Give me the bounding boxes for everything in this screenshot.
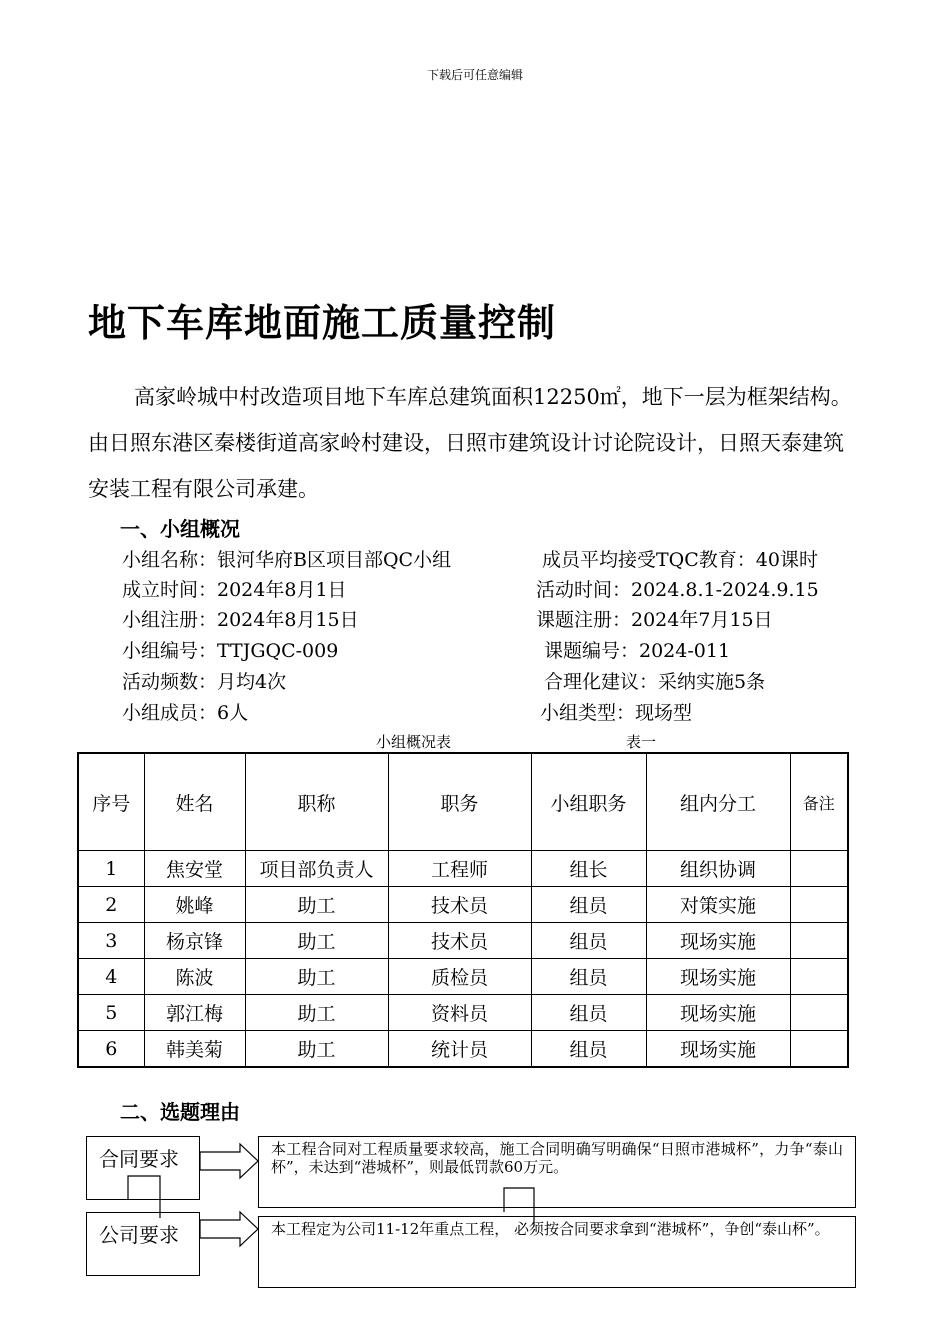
arrow-right-icon [200,1212,258,1246]
reason-text-contract: 本工程合同对工程质量要求较高，施工合同明确写明确保“日照市港城杯”，力争“泰山杯”，未达到“港城杯”，则最低罚款60万元。 [258,1136,856,1208]
table-cell: 组员 [531,959,646,995]
header-cell: 职称 [245,753,388,851]
table-cell: 质检员 [388,959,531,995]
connector-arrows [80,1130,640,1260]
arrow-right-icon [200,1144,258,1178]
table-cell: 姚峰 [144,887,245,923]
table-cell: 4 [78,959,144,995]
table-cell: 6 [78,1031,144,1068]
table-cell [790,959,848,995]
table-cell: 焦安堂 [144,851,245,887]
connector-line [504,1188,534,1226]
info-type: 小组类型：现场型 [540,702,693,724]
header-cell: 序号 [78,753,144,851]
table-cell [790,887,848,923]
info-education: 成员平均接受TQC教育：40课时 [542,549,818,571]
table-cell: 组长 [531,851,646,887]
table-cell: 1 [78,851,144,887]
header-note: 下载后可任意编辑 [426,68,523,82]
table-cell: 资料员 [388,995,531,1031]
reason-label-contract: 合同要求 [86,1136,200,1200]
info-topic-no: 课题编号：2024-011 [544,640,731,662]
section-heading-topic-reason: 二、选题理由 [120,1100,240,1124]
info-registered: 小组注册：2024年8月15日 [122,609,359,631]
info-activity-time: 活动时间：2024.8.1-2024.9.15 [536,579,819,601]
table-row [78,851,848,887]
table-cell: 技术员 [388,923,531,959]
info-group-no: 小组编号：TTJGQC-009 [122,640,339,662]
table-number: 表一 [626,733,657,751]
table-cell: 现场实施 [646,959,790,995]
table-cell: 助工 [245,923,388,959]
table-row [78,923,848,959]
header-cell: 姓名 [144,753,245,851]
table-cell: 项目部负责人 [245,851,388,887]
header-cell: 小组职务 [531,753,646,851]
table-cell [790,923,848,959]
info-topic-registered: 课题注册：2024年7月15日 [536,609,773,631]
table-cell: 2 [78,887,144,923]
table-cell [790,851,848,887]
table-cell [790,995,848,1031]
info-founded: 成立时间：2024年8月1日 [122,579,347,601]
table-cell: 助工 [245,1031,388,1068]
table-cell [790,1031,848,1068]
table-cell: 现场实施 [646,923,790,959]
intro-paragraph: 高家岭城中村改造项目地下车库总建筑面积12250㎡，地下一层为框架结构。由日照东港区秦楼街道高家岭村建设，日照市建筑设计讨论院设计，日照天泰建筑安装工程有限公司承建。 [88,385,852,501]
table-cell: 助工 [245,995,388,1031]
table-cell: 统计员 [388,1031,531,1068]
table-cell: 组员 [531,995,646,1031]
table-cell: 组织协调 [646,851,790,887]
group-overview-table [77,752,849,1068]
info-suggestions: 合理化建议：采纳实施5条 [544,671,766,693]
table-cell: 现场实施 [646,995,790,1031]
section-heading-group-overview: 一、小组概况 [120,517,240,541]
table-cell: 郭江梅 [144,995,245,1031]
info-members: 小组成员：6人 [122,702,249,724]
table-cell: 工程师 [388,851,531,887]
table-cell: 助工 [245,887,388,923]
table-cell: 陈波 [144,959,245,995]
table-cell: 杨京锋 [144,923,245,959]
table-header-row [78,753,848,851]
table-cell: 现场实施 [646,1031,790,1068]
table-cell: 对策实施 [646,887,790,923]
header-cell: 组内分工 [646,753,790,851]
table-row [78,887,848,923]
table-cell: 组员 [531,887,646,923]
connector-line [128,1176,160,1218]
info-frequency: 活动频数：月均4次 [122,671,287,693]
table-cell: 组员 [531,1031,646,1068]
reason-text-company: 本工程定为公司11-12年重点工程， 必须按合同要求拿到“港城杯”，争创“泰山杯”。 [258,1216,856,1288]
table-cell: 组员 [531,923,646,959]
table-cell: 韩美菊 [144,1031,245,1068]
table-row [78,959,848,995]
reason-label-company: 公司要求 [86,1212,200,1276]
header-cell: 职务 [388,753,531,851]
table-cell: 5 [78,995,144,1031]
table-cell: 3 [78,923,144,959]
table-cell: 技术员 [388,887,531,923]
table-caption: 小组概况表 [376,733,452,751]
table-cell: 助工 [245,959,388,995]
page-title: 地下车库地面施工质量控制 [88,301,557,345]
table-row [78,1031,848,1068]
info-group-name: 小组名称：银河华府B区项目部QC小组 [122,549,452,571]
table-row [78,995,848,1031]
header-cell: 备注 [790,753,848,851]
